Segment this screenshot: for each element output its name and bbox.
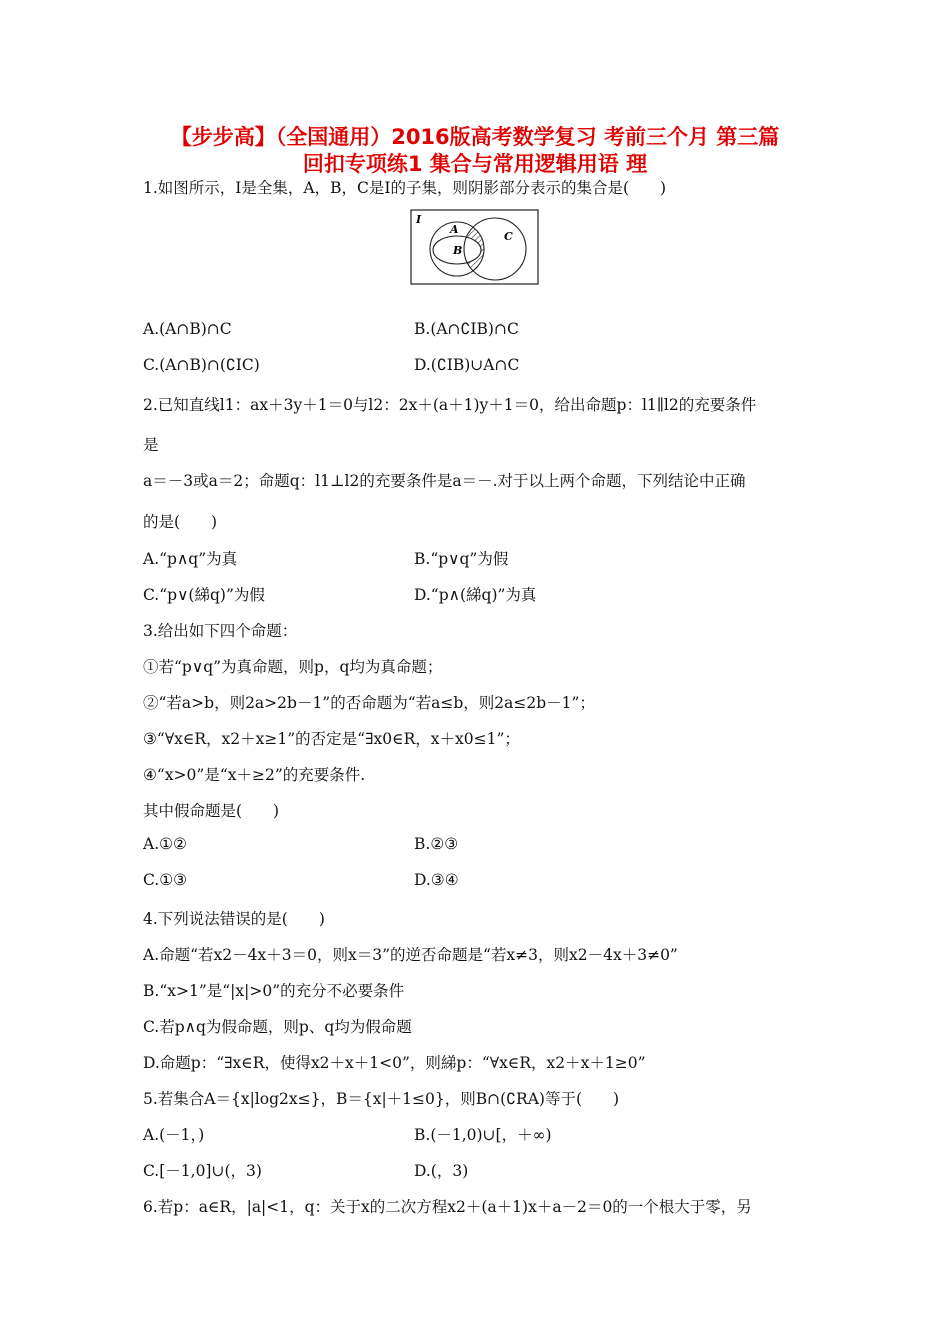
q3-item-1: ①若“p∨q”为真命题，则p，q均为真命题； xyxy=(143,658,443,676)
q1-option-a: A.(A∩B)∩C xyxy=(143,320,232,338)
q2-stem-line2: 是 xyxy=(143,436,159,454)
q1-stem: 1.如图所示，I是全集，A，B，C是I的子集，则阴影部分表示的集合是( ) xyxy=(143,179,667,197)
label-a: A xyxy=(450,223,459,236)
q2-option-a: A.“p∧q”为真 xyxy=(143,550,238,568)
q4-option-b: B.“x>1”是“|x|>0”的充分不必要条件 xyxy=(143,982,405,1000)
q3-question: 其中假命题是( ) xyxy=(143,802,280,820)
q1-option-d: D.(∁IB)∪A∩C xyxy=(414,356,520,374)
q3-option-b: B.②③ xyxy=(414,835,459,853)
q3-option-d: D.③④ xyxy=(414,871,459,889)
q3-item-3: ③“∀x∈R，x2＋x≥1”的否定是“∃x0∈R，x＋x0≤1”； xyxy=(143,730,520,748)
venn-diagram xyxy=(410,209,540,287)
label-b: B xyxy=(453,244,463,257)
q3-option-c: C.①③ xyxy=(143,871,188,889)
q6-stem: 6.若p：a∈R，|a|<1，q：关于x的二次方程x2＋(a＋1)x＋a－2＝0的一个根大于零，另 xyxy=(143,1198,752,1216)
q2-option-c: C.“p∨(綈q)”为假 xyxy=(143,586,265,604)
q3-item-2: ②“若a>b，则2a>2b－1”的否命题为“若a≤b，则2a≤2b－1”； xyxy=(143,694,595,712)
q4-stem: 4.下列说法错误的是( ) xyxy=(143,910,325,928)
q4-option-a: A.命题“若x2－4x＋3＝0，则x＝3”的逆否命题是“若x≠3，则x2－4x＋3≠0” xyxy=(143,946,678,964)
q2-option-b: B.“p∨q”为假 xyxy=(414,550,509,568)
q5-option-c: C.[－1,0]∪(，3) xyxy=(143,1162,262,1180)
document-title-line1: 【步步高】（全国通用）2016版高考数学复习 考前三个月 第三篇 xyxy=(170,125,780,149)
q4-option-c: C.若p∧q为假命题，则p、q均为假命题 xyxy=(143,1018,412,1036)
document-title-line2: 回扣专项练1 集合与常用逻辑用语 理 xyxy=(302,152,648,176)
q5-option-d: D.(，3) xyxy=(414,1162,469,1180)
q2-stem-line4: 的是( ) xyxy=(143,513,218,531)
q5-stem: 5.若集合A＝{x|log2x≤}，B＝{x|＋1≤0}，则B∩(∁RA)等于( ) xyxy=(143,1090,620,1108)
q3-option-a: A.①② xyxy=(143,835,187,853)
q1-option-b: B.(A∩∁IB)∩C xyxy=(414,320,519,338)
label-i: I xyxy=(416,213,422,226)
label-c: C xyxy=(504,230,513,243)
q3-item-4: ④“x>0”是“x＋≥2”的充要条件. xyxy=(143,766,366,784)
q5-option-b: B.(－1,0)∪[，＋∞) xyxy=(414,1126,552,1144)
q5-option-a: A.(－1，) xyxy=(143,1126,205,1144)
q2-stem-line1: 2.已知直线l1：ax＋3y＋1＝0与l2：2x＋(a＋1)y＋1＝0，给出命题p：l1∥l2的充要条件 xyxy=(143,396,757,414)
q1-option-c: C.(A∩B)∩(∁IC) xyxy=(143,356,260,374)
q4-option-d: D.命题p：“∃x∈R，使得x2＋x＋1<0”，则綈p：“∀x∈R，x2＋x＋1≥0” xyxy=(143,1054,646,1072)
q2-option-d: D.“p∧(綈q)”为真 xyxy=(414,586,537,604)
q3-stem: 3.给出如下四个命题： xyxy=(143,622,298,640)
q2-stem-line3: a＝－3或a＝2；命题q：l1⊥l2的充要条件是a＝－.对于以上两个命题，下列结论中正确 xyxy=(143,472,746,490)
